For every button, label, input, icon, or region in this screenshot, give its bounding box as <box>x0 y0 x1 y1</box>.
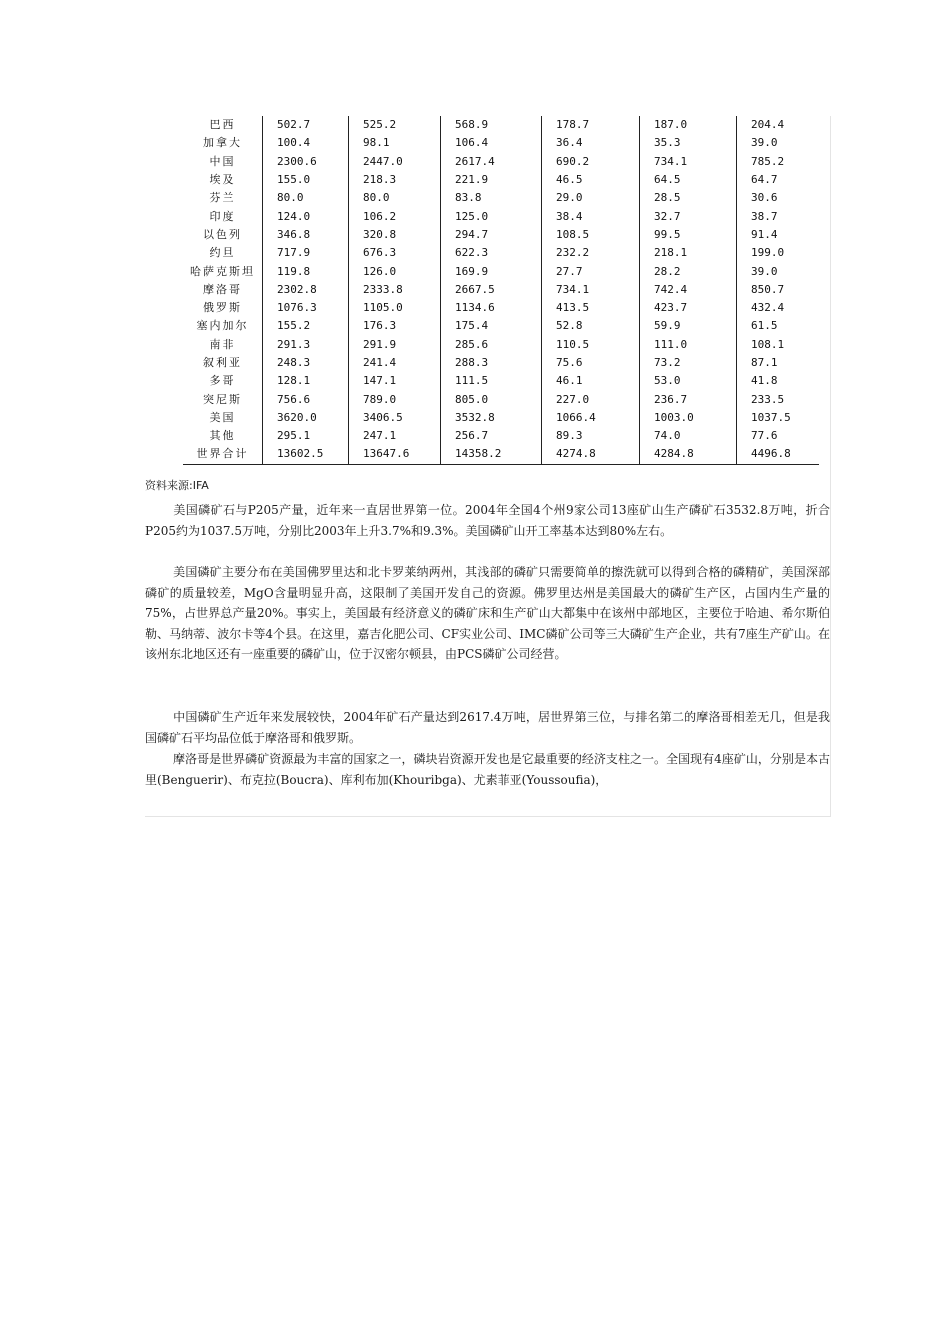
value-cell: 2302.8 <box>263 281 349 299</box>
value-cell: 285.6 <box>441 336 542 354</box>
value-cell: 91.4 <box>737 226 820 244</box>
value-cell: 53.0 <box>640 372 737 390</box>
table-row <box>183 299 819 317</box>
paragraph-usa-distribution <box>145 562 830 665</box>
value-cell: 98.1 <box>349 134 441 152</box>
value-cell: 111.0 <box>640 336 737 354</box>
paragraph-china <box>145 707 830 748</box>
value-cell: 106.4 <box>441 134 542 152</box>
table-row <box>183 354 819 372</box>
country-cell: 世界合计 <box>183 445 263 464</box>
country-cell: 印度 <box>209 209 236 223</box>
value-cell: 14358.2 <box>441 445 542 464</box>
value-cell: 27.7 <box>542 262 640 280</box>
value-cell: 100.4 <box>263 134 349 152</box>
table-row <box>183 153 819 171</box>
value-cell: 108.1 <box>737 336 820 354</box>
value-cell: 789.0 <box>349 390 441 408</box>
value-cell: 227.0 <box>542 390 640 408</box>
value-cell: 3532.8 <box>441 409 542 427</box>
value-cell: 199.0 <box>737 244 820 262</box>
country-cell: 叙利亚 <box>203 356 242 369</box>
country-cell: 美国 <box>209 410 236 424</box>
table-row <box>183 207 819 225</box>
value-cell: 1037.5 <box>737 409 820 427</box>
value-cell: 124.0 <box>263 207 349 225</box>
value-cell: 176.3 <box>349 317 441 335</box>
country-cell: 多哥 <box>209 374 236 388</box>
country-cell: 约旦 <box>209 246 236 260</box>
value-cell: 39.0 <box>737 134 820 152</box>
value-cell: 4274.8 <box>542 445 640 464</box>
value-cell: 52.8 <box>542 317 640 335</box>
value-cell: 125.0 <box>441 207 542 225</box>
value-cell: 690.2 <box>542 153 640 171</box>
value-cell: 77.6 <box>737 427 820 445</box>
value-cell: 128.1 <box>263 372 349 390</box>
value-cell: 30.6 <box>737 189 820 207</box>
value-cell: 4496.8 <box>737 445 820 464</box>
value-cell: 83.8 <box>441 189 542 207</box>
table-row <box>183 171 819 189</box>
value-cell: 2447.0 <box>349 153 441 171</box>
value-cell: 2617.4 <box>441 153 542 171</box>
value-cell: 119.8 <box>263 262 349 280</box>
value-cell: 1066.4 <box>542 409 640 427</box>
value-cell: 46.1 <box>542 372 640 390</box>
table-row <box>183 262 819 280</box>
value-cell: 13647.6 <box>349 445 441 464</box>
value-cell: 232.2 <box>542 244 640 262</box>
value-cell: 734.1 <box>542 281 640 299</box>
value-cell: 502.7 <box>263 116 349 134</box>
value-cell: 346.8 <box>263 226 349 244</box>
value-cell: 1076.3 <box>263 299 349 317</box>
value-cell: 75.6 <box>542 354 640 372</box>
table-row <box>183 244 819 262</box>
value-cell: 147.1 <box>349 372 441 390</box>
value-cell: 155.2 <box>263 317 349 335</box>
value-cell: 256.7 <box>441 427 542 445</box>
table-row <box>183 390 819 408</box>
country-cell: 摩洛哥 <box>203 282 242 296</box>
country-cell: 南非 <box>209 337 236 351</box>
value-cell: 2300.6 <box>263 153 349 171</box>
table-row <box>183 281 819 299</box>
value-cell: 111.5 <box>441 372 542 390</box>
scanned-page <box>145 116 831 817</box>
country-cell: 突尼斯 <box>203 392 242 406</box>
value-cell: 204.4 <box>737 116 820 134</box>
value-cell: 108.5 <box>542 226 640 244</box>
value-cell: 64.7 <box>737 171 820 189</box>
value-cell: 291.3 <box>263 336 349 354</box>
table-row <box>183 116 819 134</box>
table-row <box>183 372 819 390</box>
country-cell: 以色列 <box>203 227 242 241</box>
value-cell: 73.2 <box>640 354 737 372</box>
value-cell: 785.2 <box>737 153 820 171</box>
value-cell: 850.7 <box>737 281 820 299</box>
value-cell: 35.3 <box>640 134 737 152</box>
value-cell: 13602.5 <box>263 445 349 464</box>
value-cell: 717.9 <box>263 244 349 262</box>
value-cell: 676.3 <box>349 244 441 262</box>
value-cell: 294.7 <box>441 226 542 244</box>
value-cell: 178.7 <box>542 116 640 134</box>
value-cell: 28.5 <box>640 189 737 207</box>
value-cell: 568.9 <box>441 116 542 134</box>
value-cell: 291.9 <box>349 336 441 354</box>
value-cell: 413.5 <box>542 299 640 317</box>
table-source-note: 资料来源:IFA <box>145 479 209 492</box>
country-cell: 塞内加尔 <box>196 319 249 333</box>
table-row <box>183 445 819 464</box>
value-cell: 87.1 <box>737 354 820 372</box>
value-cell: 218.1 <box>640 244 737 262</box>
country-cell: 其他 <box>209 429 236 443</box>
country-cell: 巴西 <box>209 118 236 132</box>
value-cell: 61.5 <box>737 317 820 335</box>
value-cell: 38.4 <box>542 207 640 225</box>
value-cell: 221.9 <box>441 171 542 189</box>
value-cell: 432.4 <box>737 299 820 317</box>
value-cell: 423.7 <box>640 299 737 317</box>
paragraph-morocco <box>145 749 830 790</box>
value-cell: 126.0 <box>349 262 441 280</box>
value-cell: 734.1 <box>640 153 737 171</box>
value-cell: 236.7 <box>640 390 737 408</box>
value-cell: 39.0 <box>737 262 820 280</box>
table-row <box>183 427 819 445</box>
value-cell: 756.6 <box>263 390 349 408</box>
value-cell: 46.5 <box>542 171 640 189</box>
value-cell: 110.5 <box>542 336 640 354</box>
value-cell: 3406.5 <box>349 409 441 427</box>
value-cell: 187.0 <box>640 116 737 134</box>
country-cell: 加拿大 <box>203 136 242 150</box>
value-cell: 59.9 <box>640 317 737 335</box>
production-table <box>183 116 819 465</box>
table-row <box>183 409 819 427</box>
value-cell: 233.5 <box>737 390 820 408</box>
value-cell: 742.4 <box>640 281 737 299</box>
value-cell: 155.0 <box>263 171 349 189</box>
value-cell: 320.8 <box>349 226 441 244</box>
value-cell: 805.0 <box>441 390 542 408</box>
value-cell: 36.4 <box>542 134 640 152</box>
value-cell: 1105.0 <box>349 299 441 317</box>
paragraph-text: 美国磷矿主要分布在美国佛罗里达和北卡罗莱纳两州，其浅部的磷矿只需要简单的擦洗就可以得到合格的磷精矿，美国深部磷矿的质量较差，MgO含量明显升高，这限制了美国开发自己的资源。佛罗里达州是美国最大的磷矿生产区，占国内生产量的75%，占世界总产量20%。事实上，美国最有经济意义的磷矿床和生产矿山大都集中在该州中部地区，主要位于哈迪、希尔斯伯勒、马纳蒂、波尔卡等4个县。在这里，嘉吉化肥公司、CF实业公司、IMC磷矿公司等三大磷矿生产企业，共有7座生产矿山。在该州东北地区还有一座重要的磷矿山，位于汉密尔顿县，由PCS磷矿公司经营。 <box>145 565 830 661</box>
value-cell: 247.1 <box>349 427 441 445</box>
value-cell: 106.2 <box>349 207 441 225</box>
value-cell: 99.5 <box>640 226 737 244</box>
value-cell: 1003.0 <box>640 409 737 427</box>
value-cell: 74.0 <box>640 427 737 445</box>
paragraph-text: 美国磷矿石与P205产量，近年来一直居世界第一位。2004年全国4个州9家公司13座矿山生产磷矿石3532.8万吨，折合P205约为1037.5万吨，分别比2003年上升3.7%和9.3%。美国磷矿山开工率基本达到80%左右。 <box>145 503 830 538</box>
value-cell: 525.2 <box>349 116 441 134</box>
value-cell: 248.3 <box>263 354 349 372</box>
value-cell: 2333.8 <box>349 281 441 299</box>
value-cell: 38.7 <box>737 207 820 225</box>
table-row <box>183 189 819 207</box>
value-cell: 29.0 <box>542 189 640 207</box>
table-row <box>183 134 819 152</box>
value-cell: 80.0 <box>263 189 349 207</box>
value-cell: 32.7 <box>640 207 737 225</box>
table-row <box>183 317 819 335</box>
value-cell: 2667.5 <box>441 281 542 299</box>
value-cell: 28.2 <box>640 262 737 280</box>
value-cell: 295.1 <box>263 427 349 445</box>
country-cell: 埃及 <box>209 173 236 187</box>
paragraph-usa-output <box>145 500 830 541</box>
table-row <box>183 336 819 354</box>
value-cell: 169.9 <box>441 262 542 280</box>
country-cell: 哈萨克斯坦 <box>190 264 255 278</box>
value-cell: 622.3 <box>441 244 542 262</box>
value-cell: 41.8 <box>737 372 820 390</box>
value-cell: 241.4 <box>349 354 441 372</box>
table-row <box>183 226 819 244</box>
value-cell: 4284.8 <box>640 445 737 464</box>
country-cell: 中国 <box>209 154 236 168</box>
paragraph-text: 中国磷矿生产近年来发展较快，2004年矿石产量达到2617.4万吨，居世界第三位，与排名第二的摩洛哥相差无几，但是我国磷矿石平均品位低于摩洛哥和俄罗斯。 <box>145 710 830 745</box>
country-cell: 俄罗斯 <box>203 301 242 315</box>
country-cell: 芬兰 <box>209 191 236 205</box>
value-cell: 89.3 <box>542 427 640 445</box>
value-cell: 3620.0 <box>263 409 349 427</box>
value-cell: 1134.6 <box>441 299 542 317</box>
value-cell: 175.4 <box>441 317 542 335</box>
value-cell: 288.3 <box>441 354 542 372</box>
value-cell: 218.3 <box>349 171 441 189</box>
paragraph-text: 摩洛哥是世界磷矿资源最为丰富的国家之一，磷块岩资源开发也是它最重要的经济支柱之一。全国现有4座矿山，分别是本古里(Benguerir)、布克拉(Boucra)、库利布加(Khouribga)、尤素菲亚(Youssoufia)， <box>145 752 830 787</box>
value-cell: 64.5 <box>640 171 737 189</box>
value-cell: 80.0 <box>349 189 441 207</box>
